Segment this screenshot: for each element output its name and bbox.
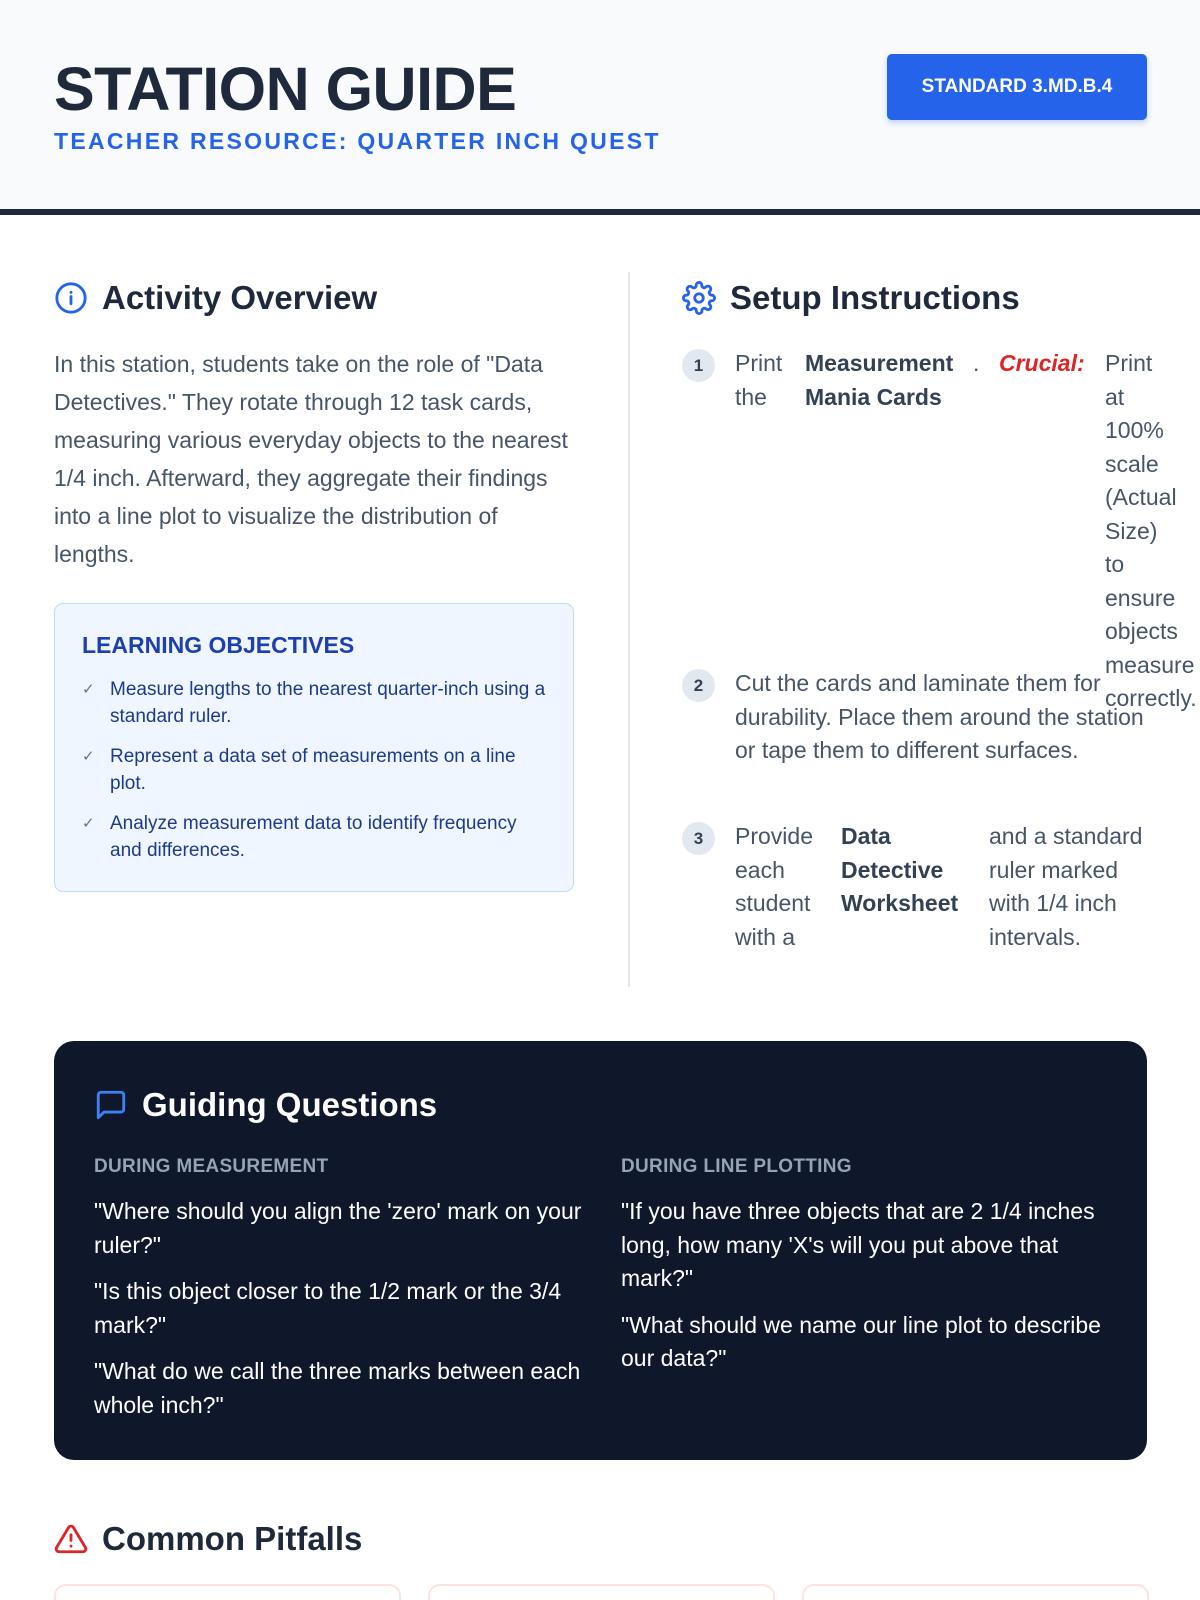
plotting-questions	[621, 1156, 1111, 1389]
column-divider	[628, 272, 630, 987]
setup-heading-text: Setup Instructions	[730, 279, 1020, 316]
overview-heading-text: Activity Overview	[102, 279, 378, 316]
standard-badge-button[interactable]: STANDARD 3.MD.B.4	[887, 54, 1147, 120]
question-item: "What do we call the three marks between each whole inch?"	[94, 1358, 581, 1418]
question-item: "What should we name our line plot to describe our data?"	[621, 1311, 1101, 1371]
question-item: "Is this object closer to the 1/2 mark or the 3/4 mark?"	[94, 1278, 562, 1338]
pitfalls-heading	[54, 1520, 362, 1558]
objective-item	[82, 743, 552, 797]
info-icon	[54, 281, 88, 315]
step-bold-text: Measurement Mania Cards	[805, 350, 954, 410]
learning-objectives-box	[54, 603, 574, 892]
objective-text: Measure lengths to the nearest quarter-inch using a standard ruler.	[110, 679, 546, 727]
objectives-title: LEARNING OBJECTIVES	[82, 632, 355, 658]
objective-item	[82, 676, 552, 730]
pitfall-card	[428, 1584, 775, 1600]
guiding-heading-text: Guiding Questions	[142, 1086, 438, 1123]
objective-item	[82, 810, 552, 864]
step-text: Print at 100% scale (Actual Size) to ensure objects measure correctly.	[1105, 350, 1197, 711]
gear-icon	[682, 281, 716, 315]
step-punctuation: .	[973, 350, 980, 376]
objective-text: Represent a data set of measurements on a line plot.	[110, 746, 516, 794]
step-crucial-label: Crucial:	[999, 350, 1085, 376]
objective-text: Analyze measurement data to identify frequency and differences.	[110, 813, 517, 861]
pitfall-card	[54, 1584, 401, 1600]
pitfalls-heading-text: Common Pitfalls	[102, 1520, 363, 1557]
check-icon: ✓	[82, 815, 95, 832]
question-item: "Where should you align the 'zero' mark on your ruler?"	[94, 1198, 582, 1258]
warning-triangle-icon	[54, 1522, 88, 1556]
measurement-questions	[94, 1156, 584, 1435]
setup-step-2	[682, 667, 1155, 768]
guiding-heading	[94, 1086, 437, 1124]
step-bold-text: Data Detective Worksheet	[841, 823, 959, 916]
guiding-questions-panel	[54, 1041, 1147, 1460]
measurement-label: DURING MEASUREMENT	[94, 1156, 329, 1177]
step-text: Print the	[735, 350, 783, 410]
step-number: 3	[682, 822, 715, 855]
chat-bubble-icon	[94, 1088, 128, 1122]
page-header	[0, 0, 1200, 215]
step-number: 2	[682, 669, 715, 702]
overview-paragraph: In this station, students take on the role of "Data Detectives." They rotate through 12 task cards, measuring various everyday objects to the nearest 1/4 inch. Afterward, they aggregate their findings into a line plot to visualize the distribution of lengths.	[54, 351, 568, 567]
setup-step-1	[682, 347, 1197, 716]
plotting-label: DURING LINE PLOTTING	[621, 1156, 852, 1177]
setup-heading	[682, 279, 1020, 317]
check-icon: ✓	[82, 681, 95, 698]
setup-step-3	[682, 820, 1149, 954]
question-item: "If you have three objects that are 2 1/4 inches long, how many 'X's will you put above that mark?"	[621, 1198, 1095, 1291]
pitfall-card	[802, 1584, 1149, 1600]
step-text: Provide each student with a	[735, 823, 813, 950]
step-number: 1	[682, 349, 715, 382]
overview-heading	[54, 279, 377, 317]
page-subtitle: TEACHER RESOURCE: QUARTER INCH QUEST	[54, 128, 661, 154]
objectives-list	[82, 676, 552, 877]
page-title: STATION GUIDE	[54, 55, 517, 123]
step-text: and a standard ruler marked with 1/4 inch intervals.	[989, 823, 1143, 950]
check-icon: ✓	[82, 748, 95, 765]
step-text: Cut the cards and laminate them for durability. Place them around the station or tape them to different surfaces.	[735, 670, 1144, 763]
